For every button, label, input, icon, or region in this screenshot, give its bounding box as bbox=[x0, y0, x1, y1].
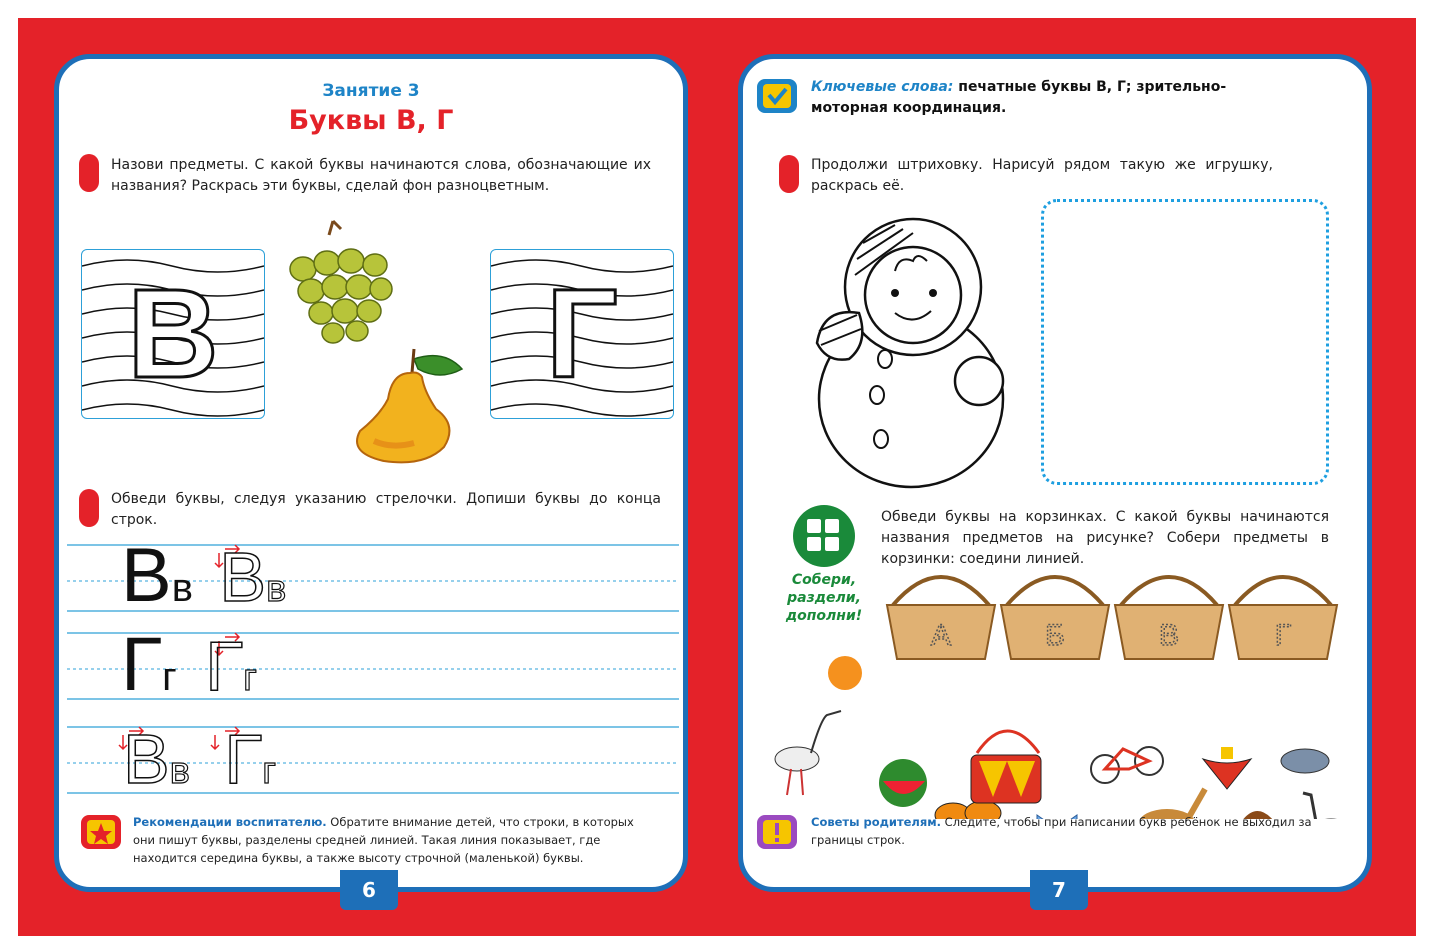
recommendation-title: Рекомендации воспитателю. bbox=[133, 815, 327, 829]
task-bullet bbox=[79, 154, 99, 192]
dotted-upper-v: В bbox=[123, 720, 170, 798]
basket-b bbox=[1001, 577, 1109, 659]
page-number-right: 7 bbox=[1030, 870, 1088, 910]
copy-row-3 bbox=[121, 719, 276, 799]
basket-g bbox=[1229, 577, 1337, 659]
task-bullet bbox=[779, 155, 799, 193]
letter-box-g bbox=[490, 249, 674, 419]
keywords bbox=[811, 77, 1291, 119]
big-letter-v: В bbox=[127, 263, 219, 404]
check-icon bbox=[757, 79, 797, 113]
basket-a bbox=[887, 577, 995, 659]
copy-row-1 bbox=[121, 533, 287, 618]
big-letter-g: Г bbox=[546, 263, 618, 404]
orange-picture bbox=[828, 656, 862, 690]
task1-text: Назови предметы. С какой буквы начинаются слова, обозначающие их названия? Раскрась эти буквы, сделай фон разноцветным. bbox=[111, 157, 651, 194]
stork-picture bbox=[775, 711, 841, 795]
basket-letter: Г bbox=[1274, 619, 1292, 652]
page-number-left: 6 bbox=[340, 870, 398, 910]
roly-poly-toy bbox=[803, 203, 1023, 489]
bicycle-picture bbox=[1091, 747, 1163, 783]
dotted-lower-g: г bbox=[243, 657, 257, 699]
pear-picture bbox=[344, 329, 474, 469]
dotted-lower-g: г bbox=[262, 750, 277, 792]
star-icon bbox=[81, 815, 121, 849]
advice-text: Следите, чтобы при написании букв ребёнок не выходил за границы строк. bbox=[811, 815, 1312, 847]
puzzle-icon bbox=[791, 503, 857, 569]
drawing-area[interactable] bbox=[1041, 199, 1329, 485]
solid-upper-g: Г bbox=[121, 622, 163, 707]
keywords-text: печатные буквы В, Г; зрительно-моторная координация. bbox=[811, 79, 1227, 116]
task2-text: Обведи буквы на корзинках. С какой буквы начинаются названия предметов на рисунке? Собери предметы в корзинки: соедини линией. bbox=[881, 509, 1329, 567]
solid-lower-g: г bbox=[162, 655, 177, 699]
dotted-lower-v: в bbox=[169, 750, 190, 792]
task-bullet bbox=[79, 489, 99, 527]
exclamation-icon bbox=[757, 815, 797, 849]
dotted-upper-g: Г bbox=[224, 720, 263, 798]
right-page bbox=[738, 54, 1372, 892]
left-page bbox=[54, 54, 688, 892]
dotted-upper-v: В bbox=[219, 538, 267, 616]
lesson-title: Буквы В, Г bbox=[288, 105, 454, 136]
lesson-label: Занятие 3 bbox=[322, 81, 420, 101]
basket-letter: В bbox=[1158, 619, 1180, 652]
items-pictures bbox=[757, 649, 1357, 819]
solid-lower-v: в bbox=[171, 566, 193, 610]
basket-letter: Б bbox=[1045, 619, 1065, 652]
dotted-upper-g: Г bbox=[205, 627, 244, 705]
advice-title: Советы родителям. bbox=[811, 815, 942, 829]
recommendation-text: Обратите внимание детей, что строки, в которых они пишут буквы, разделены средней линией. Такая линия показывает, где находится середина буквы, а также высоту строчной (маленькой) буквы. bbox=[133, 815, 634, 865]
parent-advice bbox=[811, 813, 1331, 849]
solid-upper-v: В bbox=[121, 533, 172, 618]
pigeon-picture bbox=[1281, 749, 1329, 773]
basket-letter: А bbox=[930, 619, 952, 652]
side-label: Собери, раздели, дополни! bbox=[785, 572, 863, 624]
task2-text: Обведи буквы, следуя указанию стрелочки. Допиши буквы до конца строк. bbox=[111, 491, 661, 528]
dotted-lower-v: в bbox=[266, 568, 287, 610]
watermelon-picture bbox=[879, 759, 927, 807]
task1-text: Продолжи штриховку. Нарисуй рядом такую же игрушку, раскрась её. bbox=[811, 157, 1273, 194]
copy-row-2 bbox=[121, 622, 257, 707]
basket-v bbox=[1115, 577, 1223, 659]
drum-picture bbox=[971, 731, 1041, 803]
letter-box-v bbox=[81, 249, 265, 419]
spinning-top-picture bbox=[1203, 747, 1251, 789]
recommendation bbox=[133, 813, 653, 867]
grapes-picture bbox=[281, 217, 401, 347]
keywords-label: Ключевые слова: bbox=[811, 79, 954, 95]
